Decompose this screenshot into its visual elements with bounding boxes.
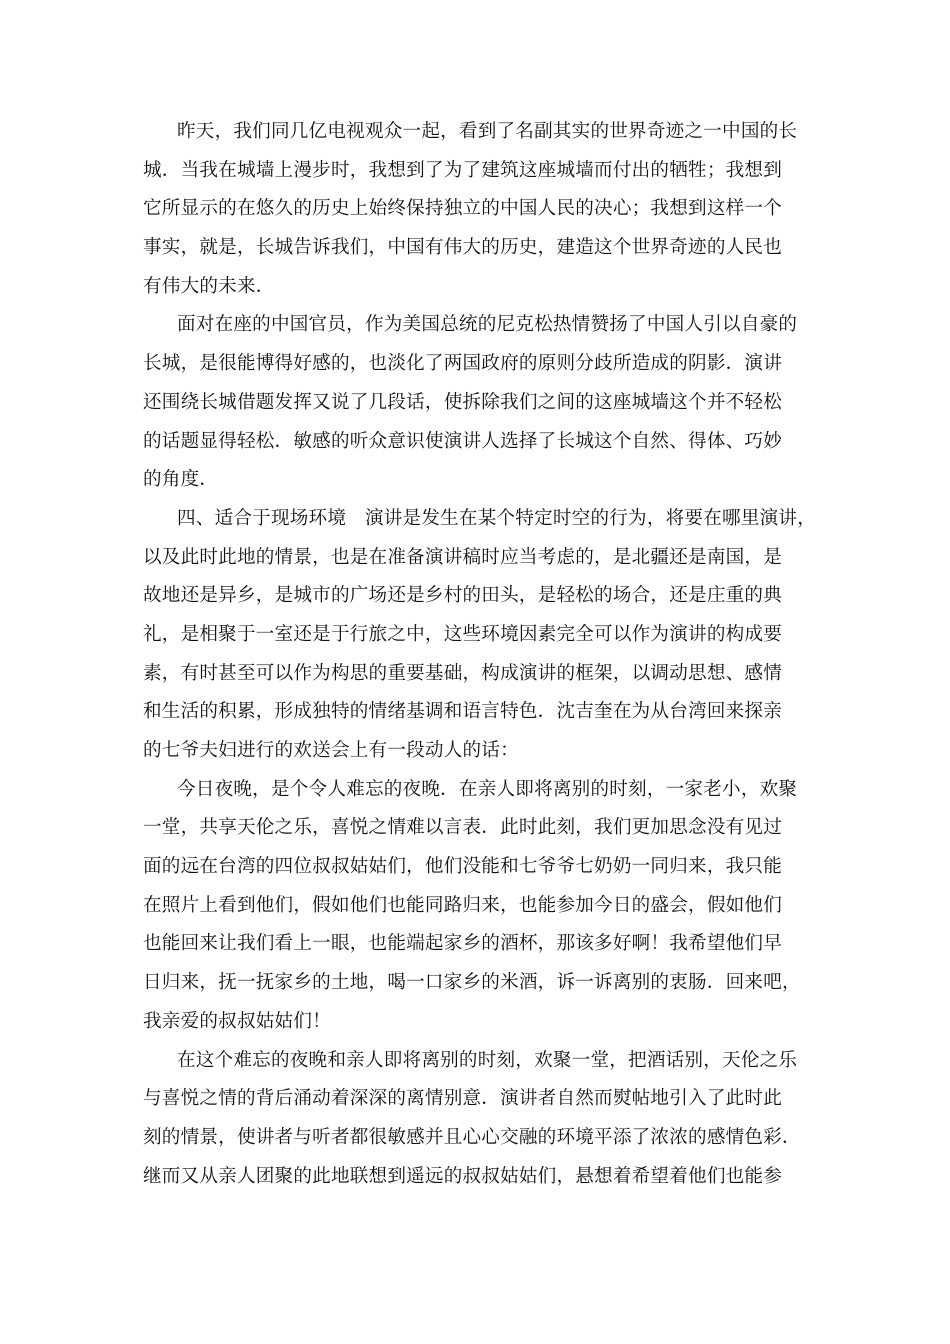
paragraph [143,113,815,306]
text-line: 与喜悦之情的背后涌动着深深的离情别意．演讲者自然而熨帖地引入了此时此 [143,1088,782,1110]
text-line: 昨天，我们同几亿电视观众一起，看到了名副其实的世界奇迹之一中国的长 [177,121,798,142]
text-line: 的话题显得轻松．敏感的听众意识使演讲人选择了长城这个自然、得体、巧妙 [143,430,782,452]
text-line: 四、适合于现场环境 演讲是发生在某个特定时空的行为，将要在哪里演讲， [177,507,816,529]
text-line: 继而又从亲人团聚的此地联想到遥远的叔叔姑姑们，悬想着希望着他们也能参 [143,1165,782,1187]
text-line: 面对在座的中国官员，作为美国总统的尼克松热情赞扬了中国人引以自豪的 [177,314,798,336]
text-line: 以及此时此地的情景，也是在准备演讲稿时应当考虑的，是北疆还是南国，是 [143,546,782,568]
text-line: 的七爷夫妇进行的欢送会上有一段动人的话： [143,740,519,761]
text-line: 也能回来让我们看上一眼，也能端起家乡的酒杯，那该多好啊！我希望他们早 [143,933,782,955]
text-line: 和生活的积累，形成独特的情绪基调和语言特色．沈吉奎在为从台湾回来探亲 [143,701,782,723]
text-line: 今日夜晚，是个令人难忘的夜晚．在亲人即将离别的时刻，一家老小，欢聚 [177,778,798,800]
text-line: 它所显示的在悠久的历史上始终保持独立的中国人民的决心；我想到这样一个 [143,198,782,220]
text-line: 一堂，共享天伦之乐，喜悦之情难以言表．此时此刻，我们更加思念没有见过 [143,817,782,839]
text-line: 的角度． [143,469,219,491]
text-line: 日归来，抚一抚家乡的土地，喝一口家乡的米酒，诉一诉离别的衷肠．回来吧， [143,972,801,994]
text-line: 在照片上看到他们，假如他们也能同路归来，也能参加今日的盛会，假如他们 [143,894,782,916]
text-line: 城．当我在城墙上漫步时，我想到了为了建筑这座城墙而付出的牺牲；我想到 [143,159,782,181]
text-line: 面的远在台湾的四位叔叔姑姑们，他们没能和七爷爷七奶奶一同归来，我只能 [143,856,782,878]
paragraph [143,1042,815,1197]
paragraph [143,500,815,771]
text-line: 在这个难忘的夜晚和亲人即将离别的时刻，欢聚一堂，把酒话别，天伦之乐 [177,1049,798,1071]
paragraph [143,306,815,499]
text-line: 我亲爱的叔叔姑姑们！ [143,1010,331,1032]
text-line: 礼，是相聚于一室还是于行旅之中，这些环境因素完全可以作为演讲的构成要 [143,623,782,645]
text-line: 长城，是很能博得好感的，也淡化了两国政府的原则分歧所造成的阴影．演讲 [143,353,782,375]
text-line: 故地还是异乡，是城市的广场还是乡村的田头，是轻松的场合，还是庄重的典 [143,585,782,607]
text-line: 刻的情景，使讲者与听者都很敏感并且心心交融的环境平添了浓浓的感情色彩． [143,1126,801,1148]
text-line: 有伟大的未来． [143,275,275,297]
paragraph [143,771,815,1042]
text-line: 事实，就是，长城告诉我们，中国有伟大的历史，建造这个世界奇迹的人民也 [143,237,782,259]
text-line: 素，有时甚至可以作为构思的重要基础，构成演讲的框架，以调动思想、感情 [143,662,782,684]
document-body [143,113,815,1196]
text-line: 还围绕长城借题发挥又说了几段话，使拆除我们之间的这座城墙这个并不轻松 [143,391,782,413]
